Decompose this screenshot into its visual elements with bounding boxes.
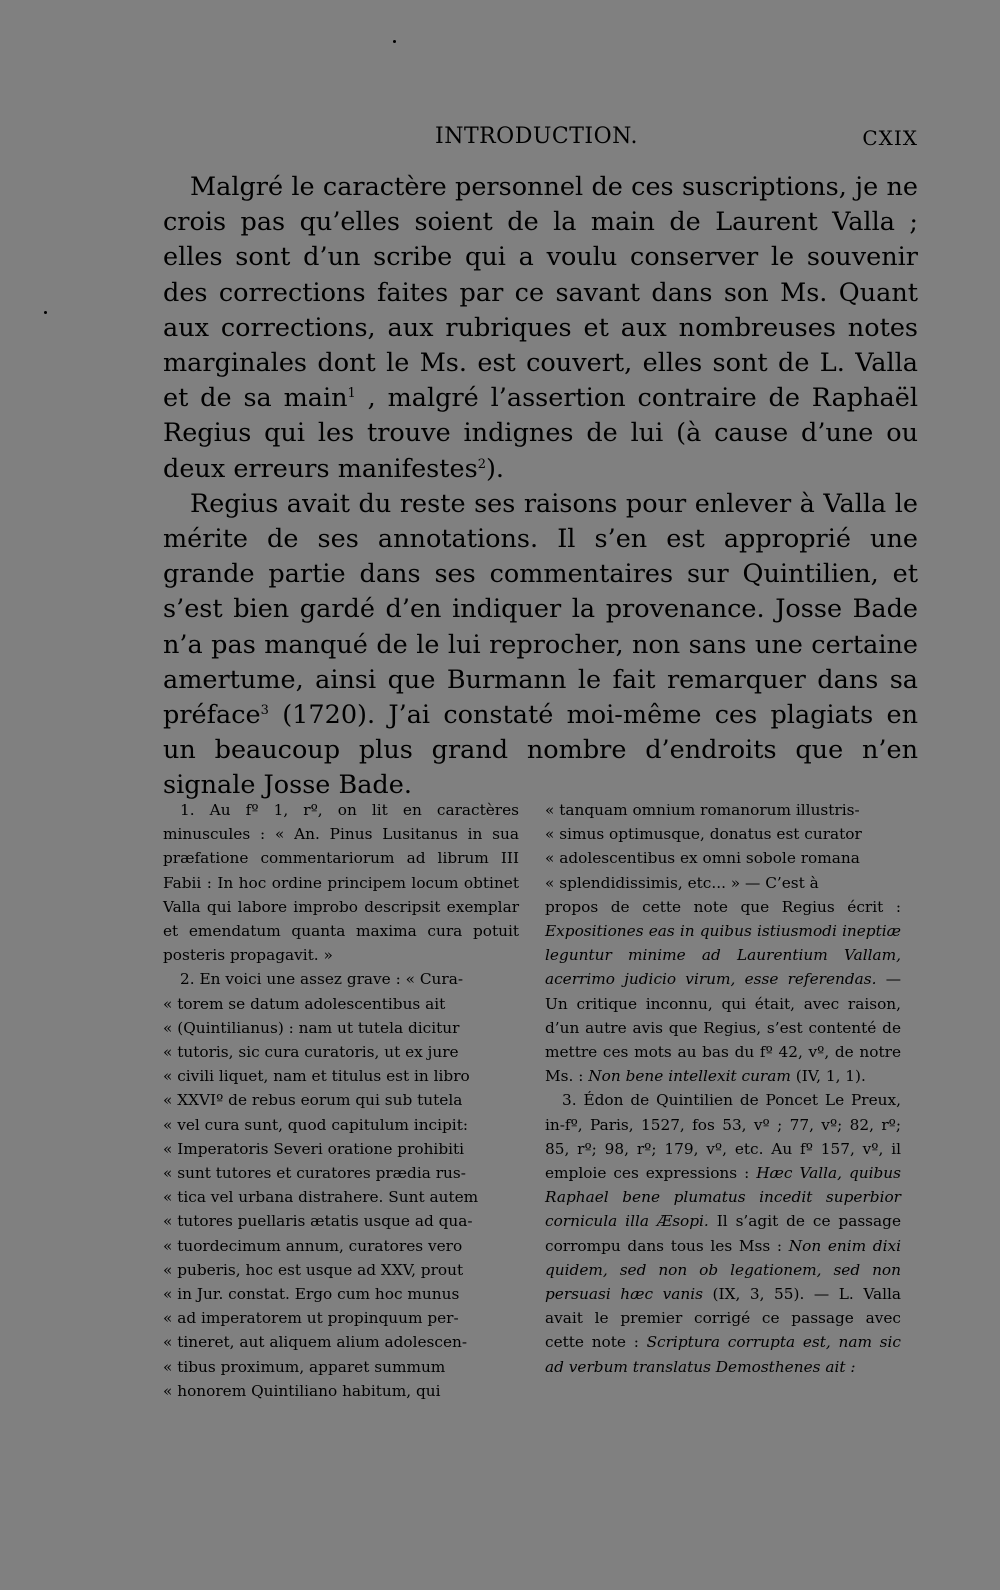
footnote-1: 1. Au fº 1, rº, on lit en caractères minuscules : « An. Pinus Lusitanus in sua præfatione commentariorum ad librum III Fabii : In hoc ordine principem locum obtinet Valla qui labore improbo descripsit exemplar et emendatum quanta maxima cura potuit posteris propagavit. » [163, 801, 519, 965]
page-folio: CXIX [862, 126, 918, 150]
footnotes [163, 798, 918, 1558]
speck-mark [44, 311, 47, 314]
footnote-ref: 2 [477, 456, 486, 472]
footnote-2: 2. En voici une assez grave : « Cura- « torem se datum adolescentibus ait « (Quintilianus) : nam ut tutela dicitur « tutoris, sic cura curatoris, ut ex jure « civili liquet, nam et titulus est in libro « XXVIº de rebus eorum qui sub tutela « vel cura sunt, quod capitulum incipit: « Imperatoris Severi oratione prohibiti « sunt tutores et curatores prædia rus- « tica vel urbana distrahere. Sunt autem « tutores puellaris ætatis usque ad qua- « tuordecimum annum, curatores vero « puberis, hoc est usque ad XXV, prout « in Jur. constat. Ergo cum hoc munus « ad imperatorem ut propinquum per- « tineret, aut aliquem alium adolescen- « tibus proximum, apparet summum « honorem Quintiliano habitum, qui [163, 970, 479, 1400]
footnote-ref: 3 [260, 703, 269, 719]
running-title: INTRODUCTION. [435, 124, 638, 149]
footnote-column-right [545, 798, 901, 1379]
footnote-column-left [163, 798, 519, 1403]
main-text [163, 170, 918, 804]
footnote-3: 3. Édon de Quintilien de Poncet Le Preux, in-fº, Paris, 1527, fos 53, vº ; 77, vº; 82, rº; 85, rº; 98, rº; 179, vº, etc. Au fº 157, vº, il emploie ces expressions : Hæc Valla, quibus Raphael bene plumatus incedit superbior cornicula illa Æsopi. Il s’agit de ce passage corrompu dans tous les Mss : Non enim dixi quidem, sed non ob legationem, sed non persuasi hæc vanis (IX, 3, 55). — L. Valla avait le premier corrigé ce passage avec cette note : Scriptura corrupta est, nam sic ad verbum translatus Demosthenes ait : [545, 1091, 901, 1376]
running-header [163, 124, 918, 154]
footnote-2-continued: « tanquam omnium romanorum illustris- « simus optimusque, donatus est curator « adolescentibus ex omni sobole romana « splendidissimis, etc... » — C’est à propos de cette note que Regius écrit : Expositiones eas in quibus istiusmodi ineptiæ leguntur minime ad Laurentium Vallam, acerrimo judicio virum, esse referendas. — Un critique inconnu, qui était, avec raison, d’un autre avis que Regius, s’est contenté de mettre ces mots au bas du fº 42, vº, de notre Ms. : Non bene intellexit curam (IV, 1, 1). [545, 801, 901, 1086]
speck-mark [393, 40, 396, 43]
footnote-ref: 1 [347, 386, 356, 402]
paragraph: Malgré le caractère personnel de ces suscriptions, je ne crois pas qu’elles soient de la main de Laurent Valla ; elles sont d’un scribe qui a voulu conserver le souvenir des corrections faites par ce savant dans son Ms. Quant aux corrections, aux rubriques et aux nombreuses notes marginales dont le Ms. est couvert, elles sont de L. Valla et de sa main$^1$ , malgré l’assertion contraire de Raphaël Regius qui les trouve indignes de lui (à cause d’une ou deux erreurs manifestes$^2$). [163, 172, 918, 484]
paragraph: Regius avait du reste ses raisons pour enlever à Valla le mérite de ses annotations. Il s’en est approprié une grande partie dans ses commentaires sur Quintilien, et s’est bien gardé d’en indiquer la provenance. Josse Bade n’a pas manqué de le lui reprocher, non sans une certaine amertume, ainsi que Burmann le fait remarquer dans sa préface$^3$ (1720). J’ai constaté moi-même ces plagiats en un beaucoup plus grand nombre d’endroits que n’en signale Josse Bade. [163, 488, 918, 801]
